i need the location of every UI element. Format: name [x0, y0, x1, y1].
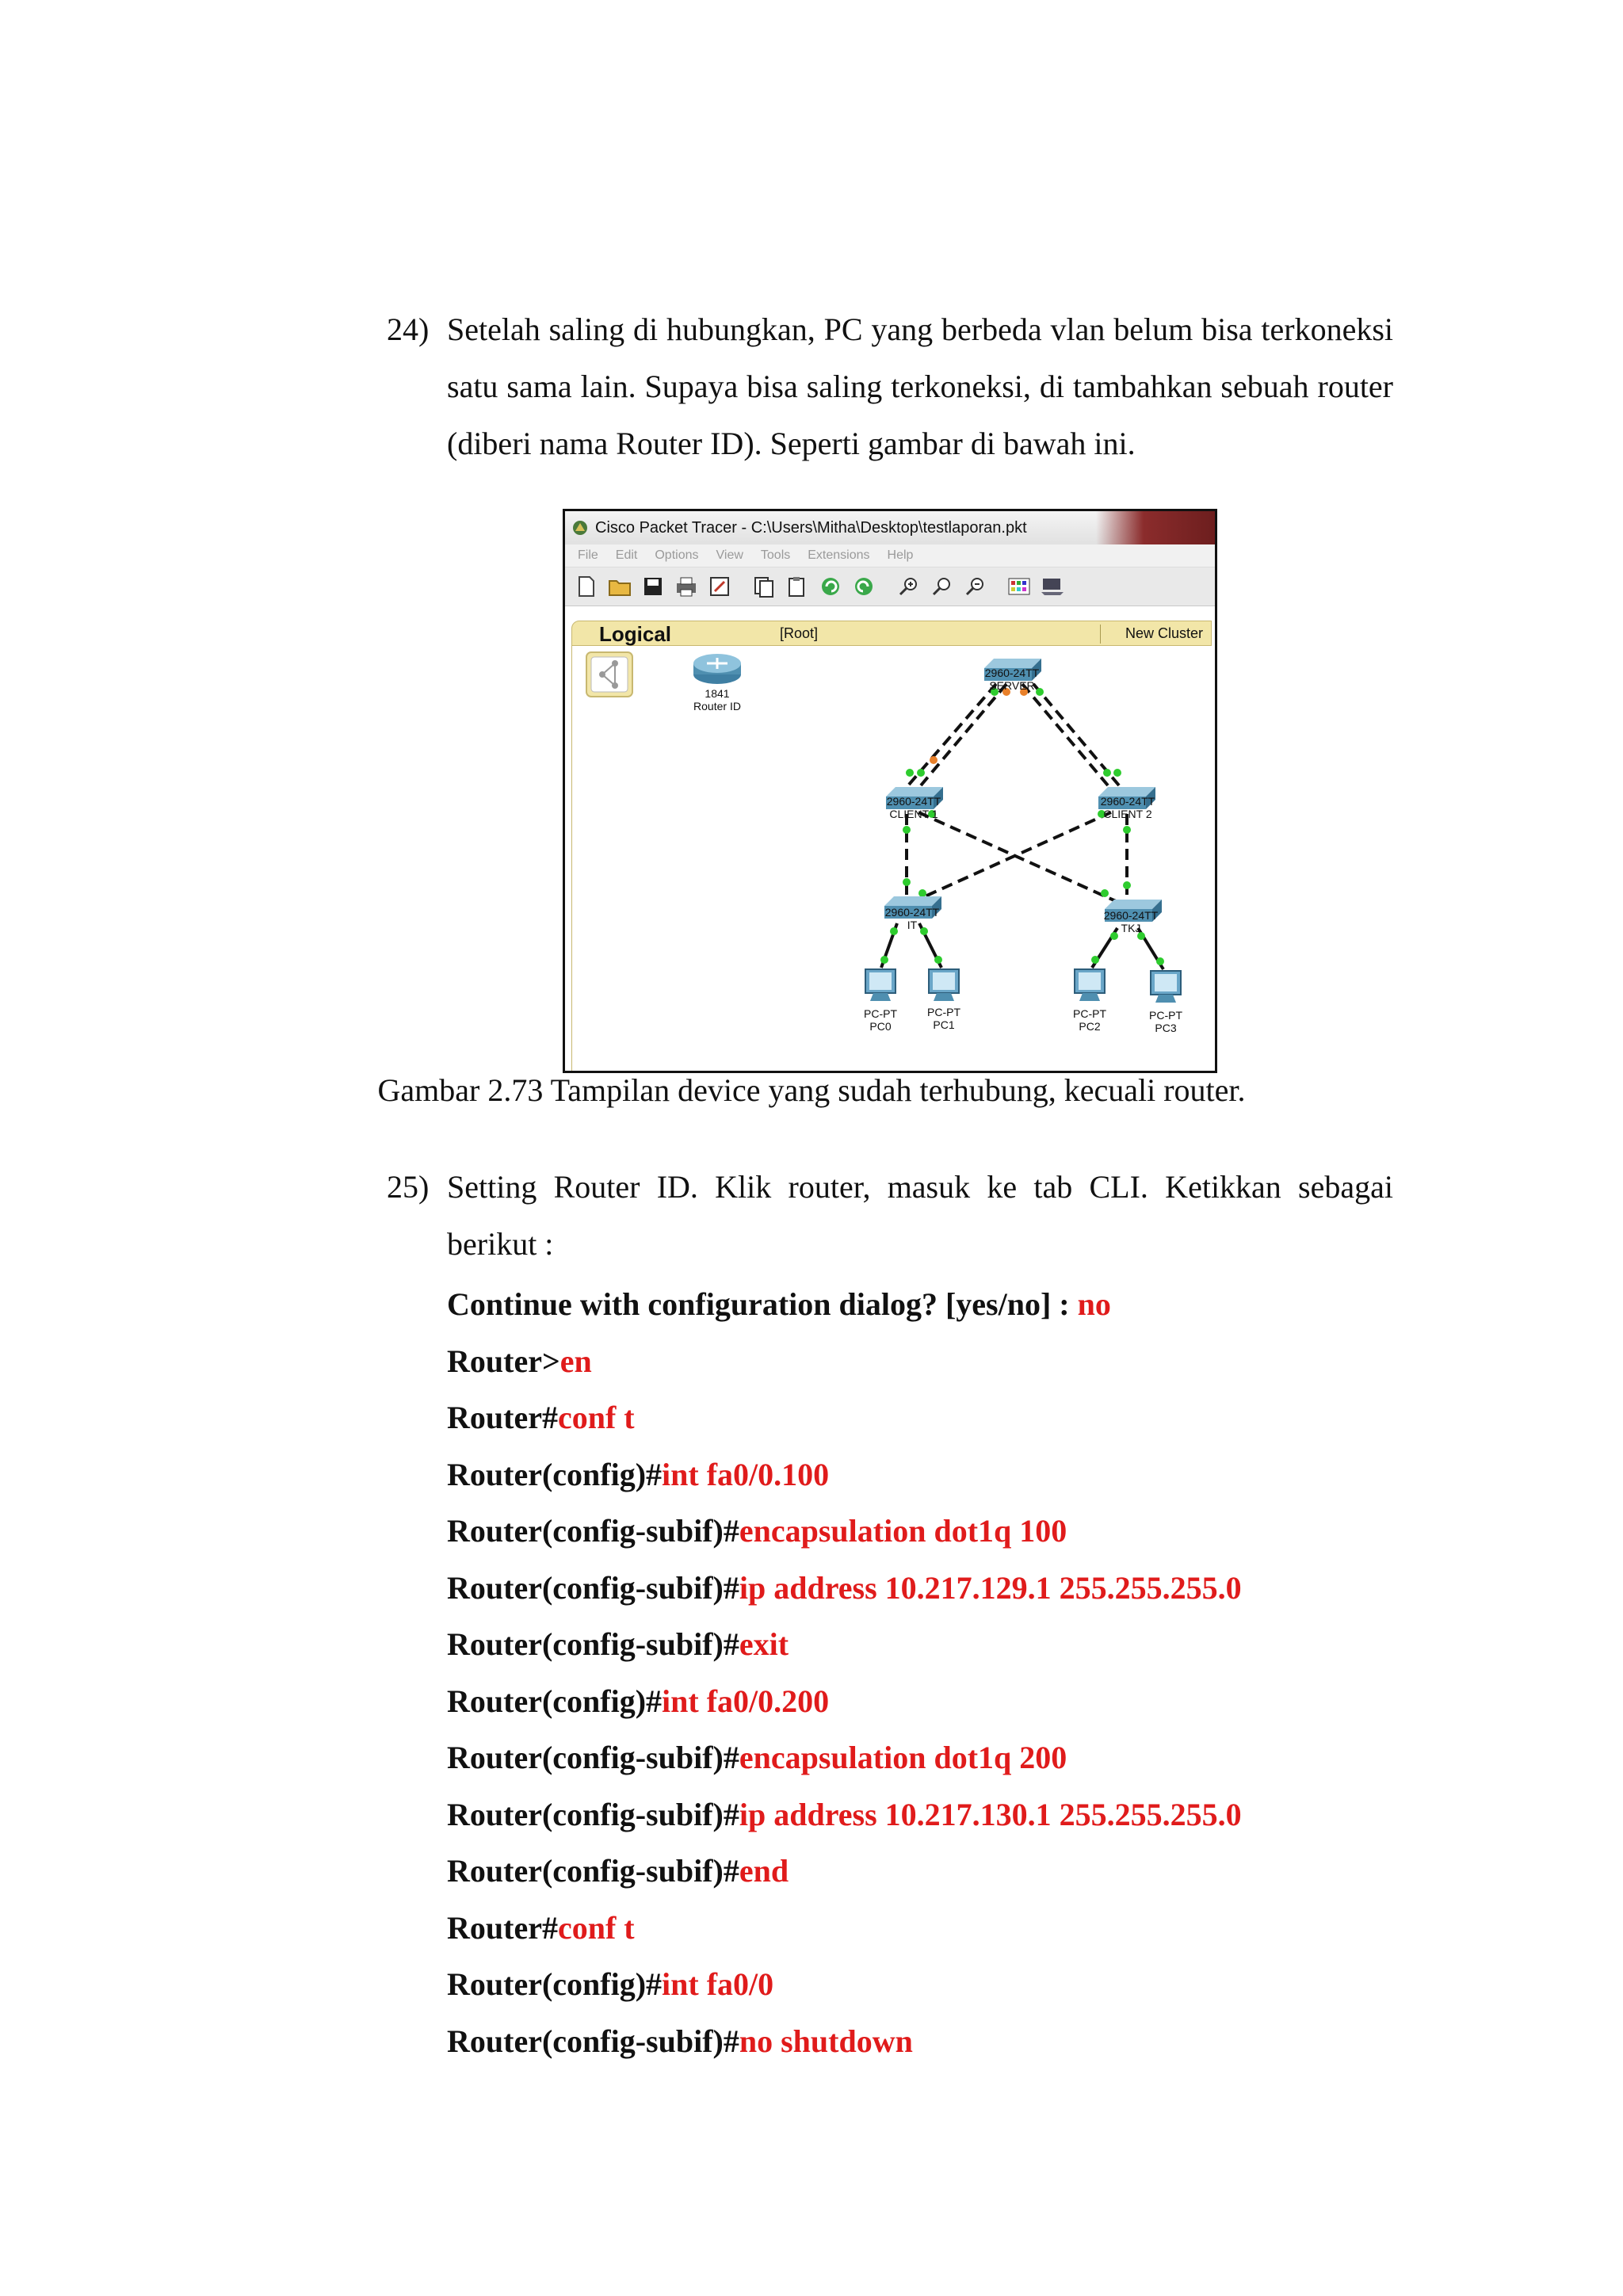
new-cluster-button[interactable]: New Cluster — [1125, 625, 1203, 641]
pc-icon[interactable] — [862, 968, 899, 1006]
custom-device-icon[interactable] — [1039, 573, 1066, 600]
cli-line: Router(config-subif)#encapsulation dot1q 200 — [447, 1740, 1067, 1775]
window-titlebar — [565, 511, 1215, 544]
logical-workspace[interactable] — [571, 646, 1212, 1071]
switch-server-label: 2960-24TT SERVER — [984, 667, 1040, 692]
zoom-out-icon[interactable] — [961, 573, 988, 600]
step-25 — [387, 1159, 1393, 1273]
figure-caption: Gambar 2.73 Tampilan device yang sudah terhubung, kecuali router. — [377, 1072, 1246, 1108]
pc-icon[interactable] — [1071, 968, 1108, 1006]
window-title: Cisco Packet Tracer - C:\Users\Mitha\Desktop\testlaporan.pkt — [595, 518, 1027, 537]
step-text: Setting Router ID. Klik router, masuk ke tab CLI. Ketikkan sebagai berikut : — [447, 1169, 1393, 1262]
pc1-label: PC-PT PC1 — [927, 1006, 960, 1031]
switch-tkj-label: 2960-24TT TKJ — [1103, 909, 1159, 934]
redo-icon[interactable] — [850, 573, 877, 600]
cli-line: Router>en — [447, 1343, 592, 1379]
menu-view[interactable]: View — [716, 548, 743, 562]
cli-line: Router(config-subif)#no shutdown — [447, 2023, 913, 2059]
open-folder-icon[interactable] — [606, 573, 633, 600]
menu-tools[interactable]: Tools — [760, 548, 791, 562]
menu-extensions[interactable]: Extensions — [808, 548, 870, 562]
packet-tracer-icon — [571, 519, 589, 537]
router-label: 1841 Router ID — [693, 687, 741, 712]
router-icon[interactable] — [691, 652, 743, 686]
switch-client1-label: 2960-24TT CLIENT 1 — [886, 795, 941, 820]
step-24 — [387, 301, 1393, 472]
pc3-label: PC-PT PC3 — [1149, 1009, 1182, 1034]
cli-line: Router(config-subif)#exit — [447, 1626, 789, 1662]
cli-line: Router(config)#int fa0/0.100 — [447, 1456, 830, 1492]
paste-icon[interactable] — [784, 573, 811, 600]
toolbar — [565, 567, 1215, 606]
logical-nav-bar — [571, 621, 1212, 646]
zoom-reset-icon[interactable] — [928, 573, 955, 600]
zoom-in-icon[interactable] — [895, 573, 922, 600]
step-number: 24) — [387, 311, 430, 347]
copy-icon[interactable] — [750, 573, 777, 600]
undo-icon[interactable] — [817, 573, 844, 600]
switch-client2-label: 2960-24TT CLIENT 2 — [1100, 795, 1155, 820]
step-number: 25) — [387, 1169, 430, 1205]
cli-line: Router(config-subif)#end — [447, 1853, 789, 1889]
cli-line: Router(config-subif)#encapsulation dot1q 100 — [447, 1513, 1067, 1549]
cli-line: Router(config)#int fa0/0 — [447, 1966, 774, 2002]
step-text: Setelah saling di hubungkan, PC yang berbeda vlan belum bisa terkoneksi satu sama lain. Supaya bisa saling terkoneksi, di tambahkan sebuah router (diberi nama Router ID). Seperti gambar di bawah ini. — [447, 311, 1393, 461]
pc-icon[interactable] — [1148, 969, 1184, 1007]
root-label[interactable]: [Root] — [780, 625, 819, 641]
cli-line: Router#conf t — [447, 1400, 635, 1435]
activity-wizard-icon[interactable] — [706, 573, 733, 600]
palette-icon[interactable] — [1006, 573, 1033, 600]
logical-tab[interactable]: Logical — [599, 622, 672, 646]
menu-bar — [565, 544, 1215, 567]
packet-tracer-screenshot — [563, 509, 1217, 1073]
cli-line: Continue with configuration dialog? [yes/no] : no — [447, 1286, 1111, 1322]
menu-file[interactable]: File — [578, 548, 598, 562]
menu-edit[interactable]: Edit — [615, 548, 638, 562]
menu-options[interactable]: Options — [655, 548, 699, 562]
cli-listing — [447, 1276, 1242, 2069]
pc0-label: PC-PT PC0 — [864, 1007, 897, 1033]
save-icon[interactable] — [640, 573, 666, 600]
menu-help[interactable]: Help — [887, 548, 914, 562]
print-icon[interactable] — [673, 573, 700, 600]
pc-icon[interactable] — [926, 968, 962, 1006]
cli-line: Router(config)#int fa0/0.200 — [447, 1683, 830, 1719]
new-file-icon[interactable] — [573, 573, 600, 600]
cli-line: Router#conf t — [447, 1909, 635, 1946]
pc2-label: PC-PT PC2 — [1073, 1007, 1106, 1033]
switch-it-label: 2960-24TT IT — [884, 906, 940, 931]
cli-line: Router(config-subif)#ip address 10.217.130.1 255.255.255.0 — [447, 1796, 1242, 1832]
cli-line: Router(config-subif)#ip address 10.217.129.1 255.255.255.0 — [447, 1569, 1242, 1606]
